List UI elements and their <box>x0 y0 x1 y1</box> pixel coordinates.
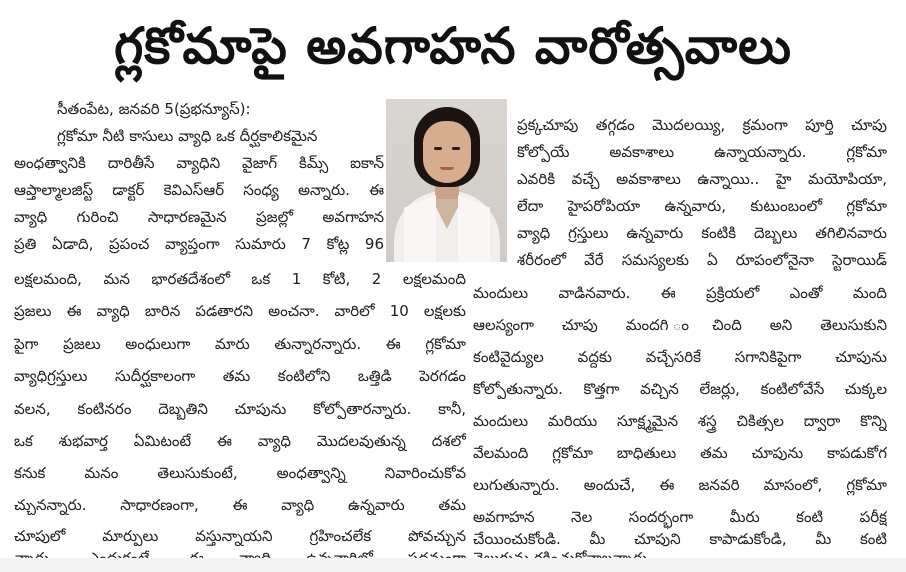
article-line: కోల్పోయే అవకాశాలు ఉన్నాయన్నారు. గ్లకోమా <box>517 143 887 161</box>
bottom-strip <box>0 558 906 572</box>
article-line: మందులు వాడినవారు. ఈ ప్రక్రియలో ఎంతో మంది <box>473 284 887 302</box>
article-line: లుగుతున్నారు. అందుచే, ఈ జనవరి మాసంలో, గ్లకోమా <box>473 476 887 494</box>
article-line: చ్చునన్నారు. సాధారణంగా, ఈ వ్యాధి ఉన్నవారు తమ <box>14 496 466 514</box>
article-line: ఒక శుభవార్త ఏమిటంటే ఈ వ్యాధి మొదలవుతున్న దశలో <box>14 432 466 450</box>
headline: గ్లకోమాపై అవగాహన వారోత్సవాలు <box>114 17 792 75</box>
article-line: ఎవరికి వచ్చే అవకాశాలు ఉన్నాయి.. హై మయోపియా, <box>517 170 887 188</box>
article-line: ఆప్తాల్మాలజిస్ట్ డాక్టర్ కెవిఎస్ఆర్ సంధ్య అన్నారు. ఈ <box>14 181 384 199</box>
photo-right-eye <box>452 147 460 150</box>
article-line: అంధత్వానికి దారితీసే వ్యాధిని వైజాగ్ కిమ్స్ ఐకాన్ <box>14 154 384 172</box>
article-line: చూపులో మార్పులు వస్తున్నాయని గ్రహించలేక పోవచ్చున <box>14 527 466 545</box>
article-line: వేలమంది గ్లకోమా బాధితులు తమ చూపును కాపడుకోగ <box>473 444 887 462</box>
article-line: మందులు మరియు సూక్ష్మమైన శస్త్ర చికిత్సల ద్వారా కొన్ని <box>473 412 887 430</box>
doctor-photo <box>386 99 507 262</box>
article-line: లేదా హైపరోపియా ఉన్నవారు, కుటుంబంలో గ్లకోమా <box>517 197 887 215</box>
article-line: పైగా ప్రజలు అంధులుగా మారు తున్నారన్నారు. ఈ గ్లకోమా <box>14 335 466 353</box>
article-line: వ్యాధి గురించి సాధారణమైన ప్రజల్లో అవగాహన <box>14 208 384 226</box>
article-line: కోల్పోతున్నారు. కొత్తగా వచ్చిన లేజర్లు, కంటిలోవేసే చుక్కల <box>473 380 887 398</box>
article-line: అవగాహన నెల సందర్భంగా మీరు కంటి పరీక్ష <box>473 508 887 526</box>
photo-mouth <box>440 167 454 170</box>
article-line: గ్లకోమా నీటి కాసులు వ్యాధి ఒక దీర్ఘకాలికమైన <box>57 127 318 145</box>
article-line: కంటివైద్యుల వద్దకు వచ్చేసరికే సగానికిపైగా చూపును <box>473 348 887 366</box>
article-line: ప్రక్కచూపు తగ్గడం మొదలయ్యి, క్రమంగా పూర్తి చూపు <box>517 116 887 134</box>
photo-face <box>423 121 471 183</box>
article-line: లక్షలమంది, మన భారతదేశంలో ఒక 1 కోటి, 2 లక్షలమంది <box>14 270 466 288</box>
article-line: ప్రతి ఏడాది, ప్రపంచ వ్యాప్తంగా సుమారు 7 కోట్ల 96 <box>14 235 384 253</box>
photo-left-eye <box>434 147 442 150</box>
article-line: ఆలస్యంగా చూపు మందగి ంచింది అని తెలుసుకుని <box>473 316 887 334</box>
article-line: శరీరంలో వేరే సమస్యలకు ఏ రూపంలోనైనా స్టెరాయిడ్ <box>517 251 887 269</box>
article-line: కనుక మనం తెలుసుకుంటే, అంధత్వాన్ని నివారించుకోవ <box>14 464 466 482</box>
article-line: వలన, కంటినరం దెబ్బతిని చూపును కోల్పోతారన్నారు. కానీ, <box>14 400 466 418</box>
article-line: చేయించుకోండి. మీ చూపుని కాపాడుకోండి, మీ కంటి <box>473 530 887 548</box>
article-line: సీతంపేట, జనవరి 5(ప్రభన్యూస్): <box>57 100 251 118</box>
article-line: ప్రజలు ఈ వ్యాధి బారిన పడతారని అంచనా. వారిలో 10 లక్షలకు <box>14 302 466 320</box>
article-line: వ్యాధి గ్రస్తులు ఉన్నవారు కంటికి దెబ్బలు తగిలినవారు <box>517 224 887 242</box>
article-line: వ్యాధిగ్రస్తులు సుదీర్ఘకాలంగా తమ కంటిలోని ఒత్తిడి పెరగడం <box>14 367 466 385</box>
